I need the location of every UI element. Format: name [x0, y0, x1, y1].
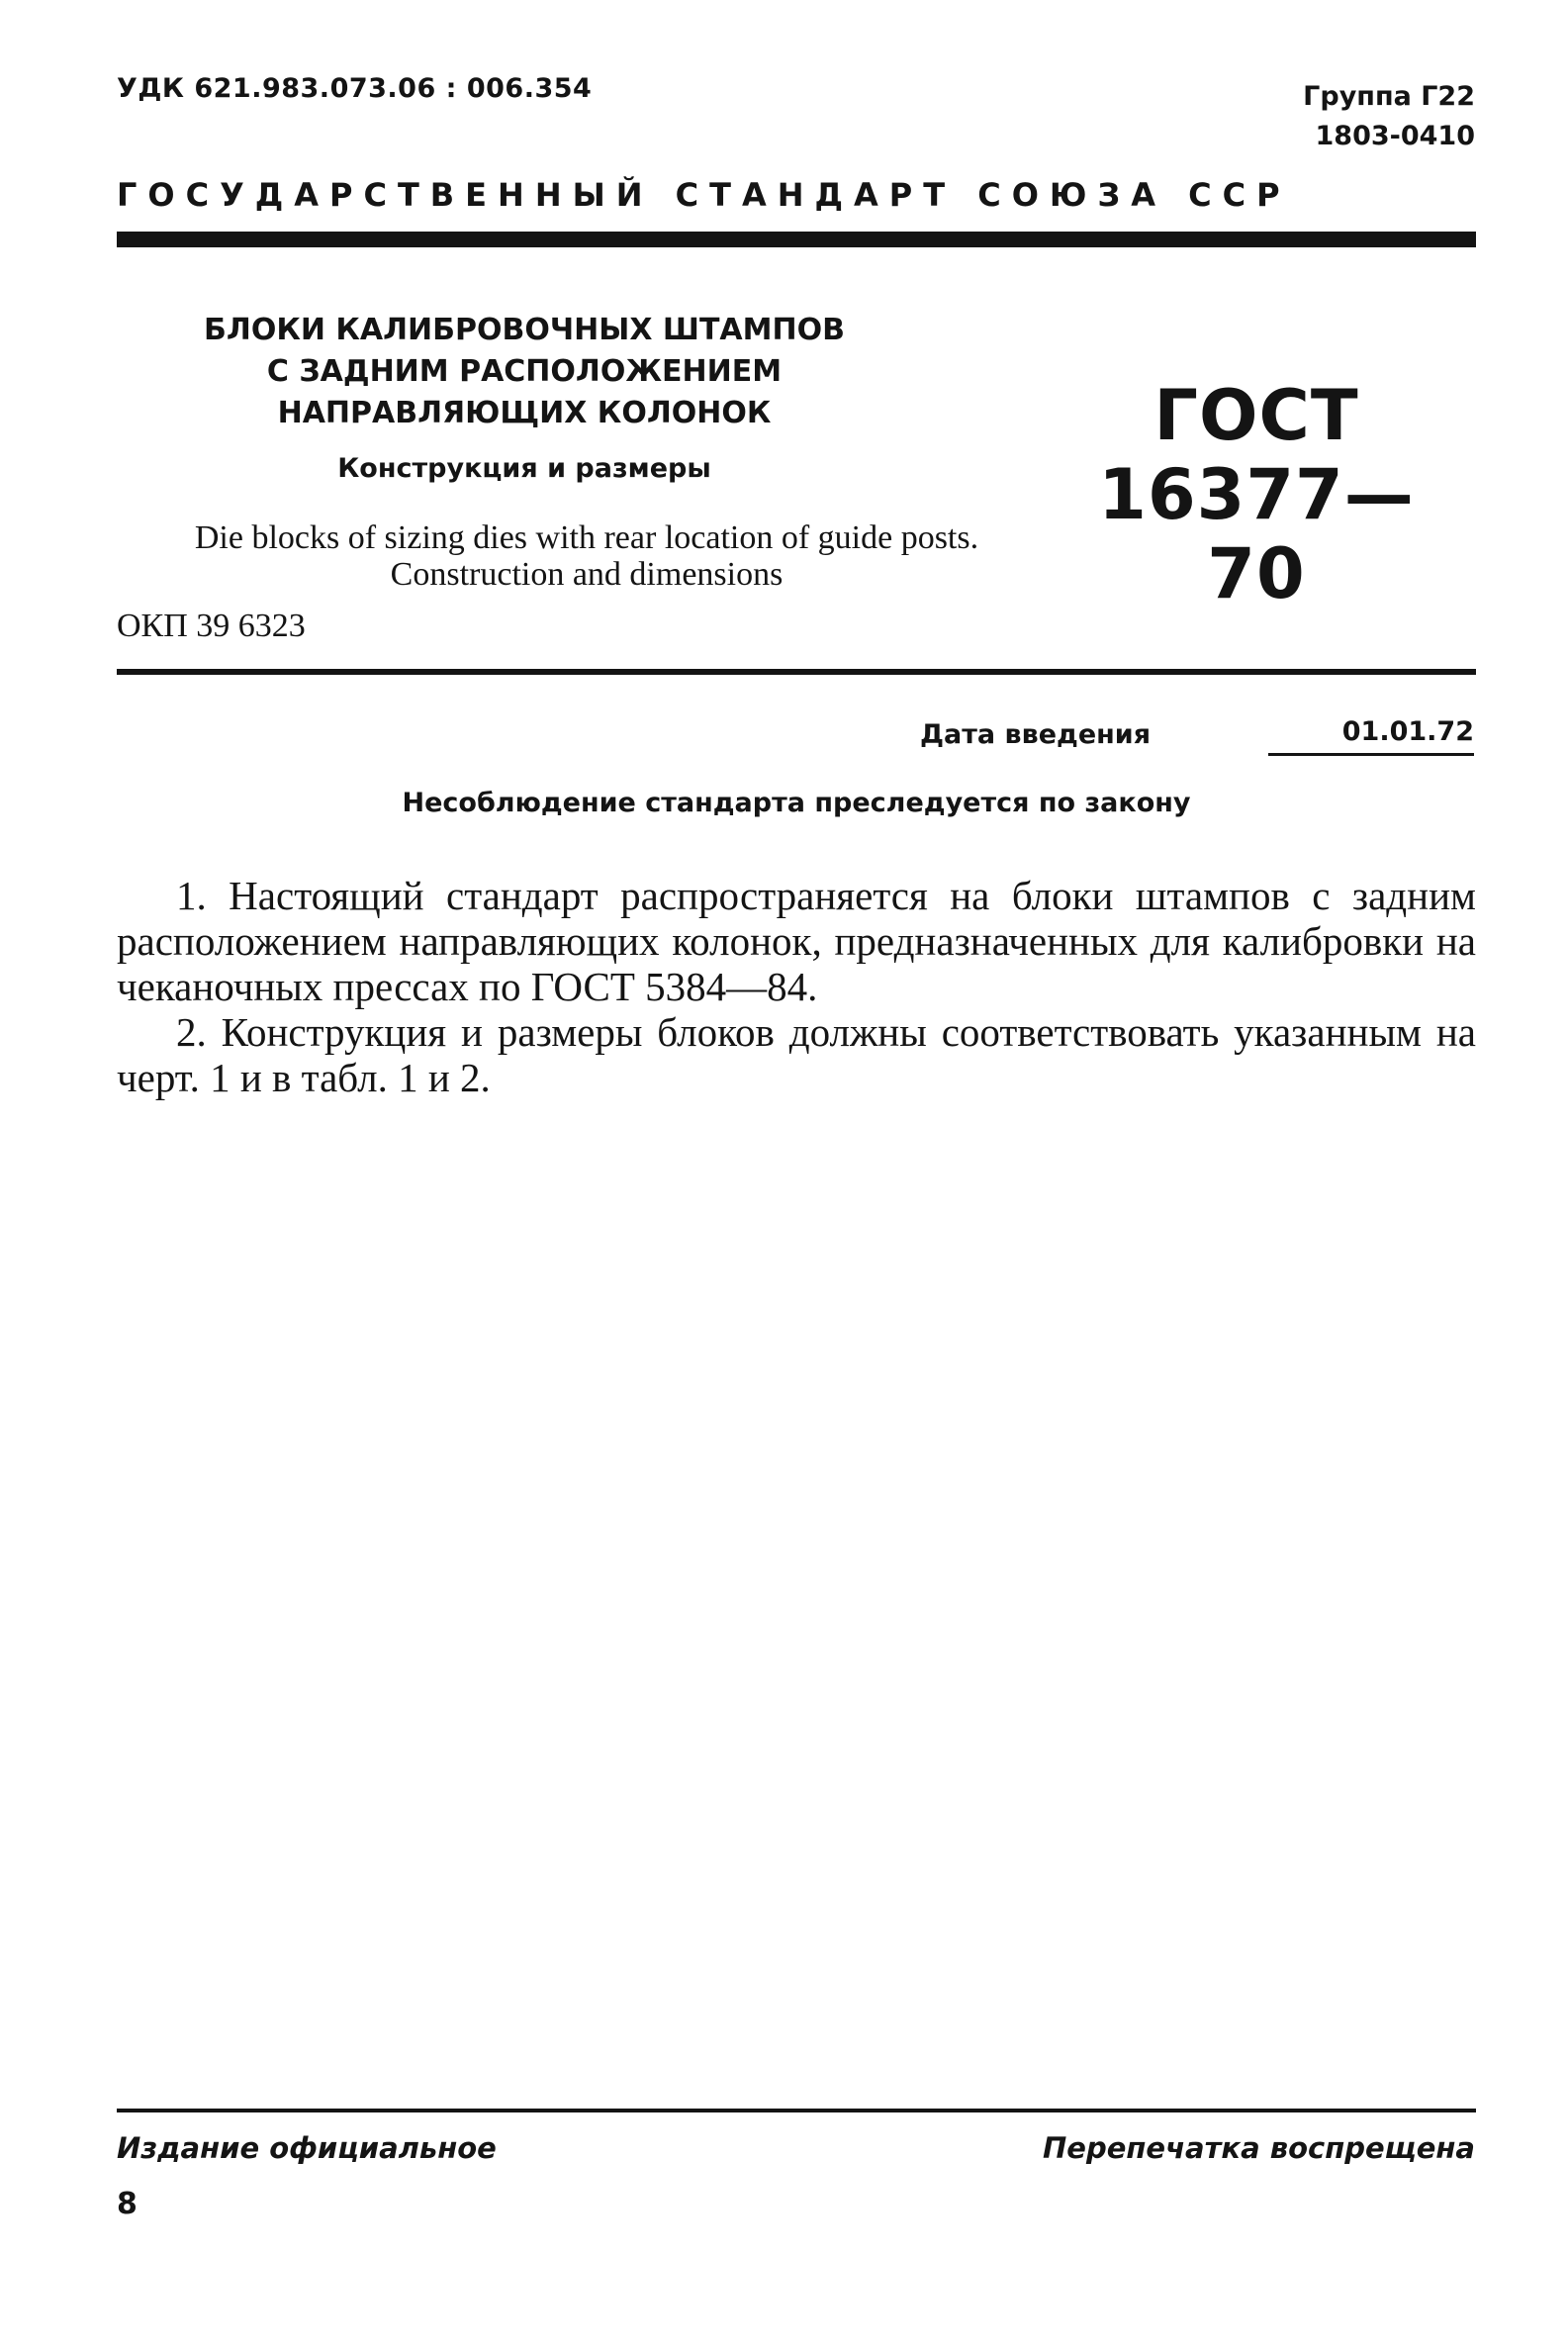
page-number: 8 — [117, 2187, 138, 2221]
group-block — [1303, 77, 1475, 156]
official-edition-label: Издание официальное — [117, 2131, 497, 2165]
top-rule — [117, 232, 1476, 247]
state-standard-header: ГОСУДАРСТВЕННЫЙ СТАНДАРТ СОЮЗА ССР — [117, 176, 1291, 214]
middle-rule — [117, 669, 1476, 675]
law-notice: Несоблюдение стандарта преследуется по закону — [402, 788, 1191, 818]
gost-number: 16377—70 — [1098, 454, 1415, 614]
title-line-3: НАПРАВЛЯЮЩИХ КОЛОНОК — [277, 396, 772, 430]
okp-code: ОКП 39 6323 — [117, 608, 306, 644]
classification-code: 1803-0410 — [1315, 121, 1475, 151]
title-line-2: С ЗАДНИМ РАСПОЛОЖЕНИЕМ — [266, 354, 783, 389]
title-subtitle: Конструкция и размеры — [337, 453, 711, 484]
udc-code: УДК 621.983.073.06 : 006.354 — [117, 73, 593, 104]
english-title-line-2: Construction and dimensions — [390, 556, 784, 593]
gost-label: ГОСТ — [1153, 375, 1359, 456]
paragraph-1: 1. Настоящий стандарт распространяется на блоки штампов с задним расположением направляющих колонок, предназначенных для калибровки на чеканочных прессах по ГОСТ 5384—84. — [117, 873, 1476, 1009]
body-text — [117, 873, 1476, 1100]
gost-designation — [1088, 376, 1425, 613]
title-line-1: БЛОКИ КАЛИБРОВОЧНЫХ ШТАМПОВ — [204, 313, 845, 347]
effective-date-label: Дата введения — [920, 719, 1152, 750]
effective-date-value: 01.01.72 — [1268, 716, 1474, 756]
group-label: Группа Г22 — [1303, 81, 1475, 112]
paragraph-2: 2. Конструкция и размеры блоков должны соответствовать указанным на черт. 1 и в табл. 1 и 2. — [117, 1009, 1476, 1100]
english-title-line-1: Die blocks of sizing dies with rear location of guide posts. — [194, 519, 979, 556]
english-title — [117, 519, 1057, 593]
reprint-prohibited-label: Перепечатка воспрещена — [1043, 2131, 1475, 2165]
title-block — [168, 310, 880, 490]
footer-rule — [117, 2109, 1476, 2112]
